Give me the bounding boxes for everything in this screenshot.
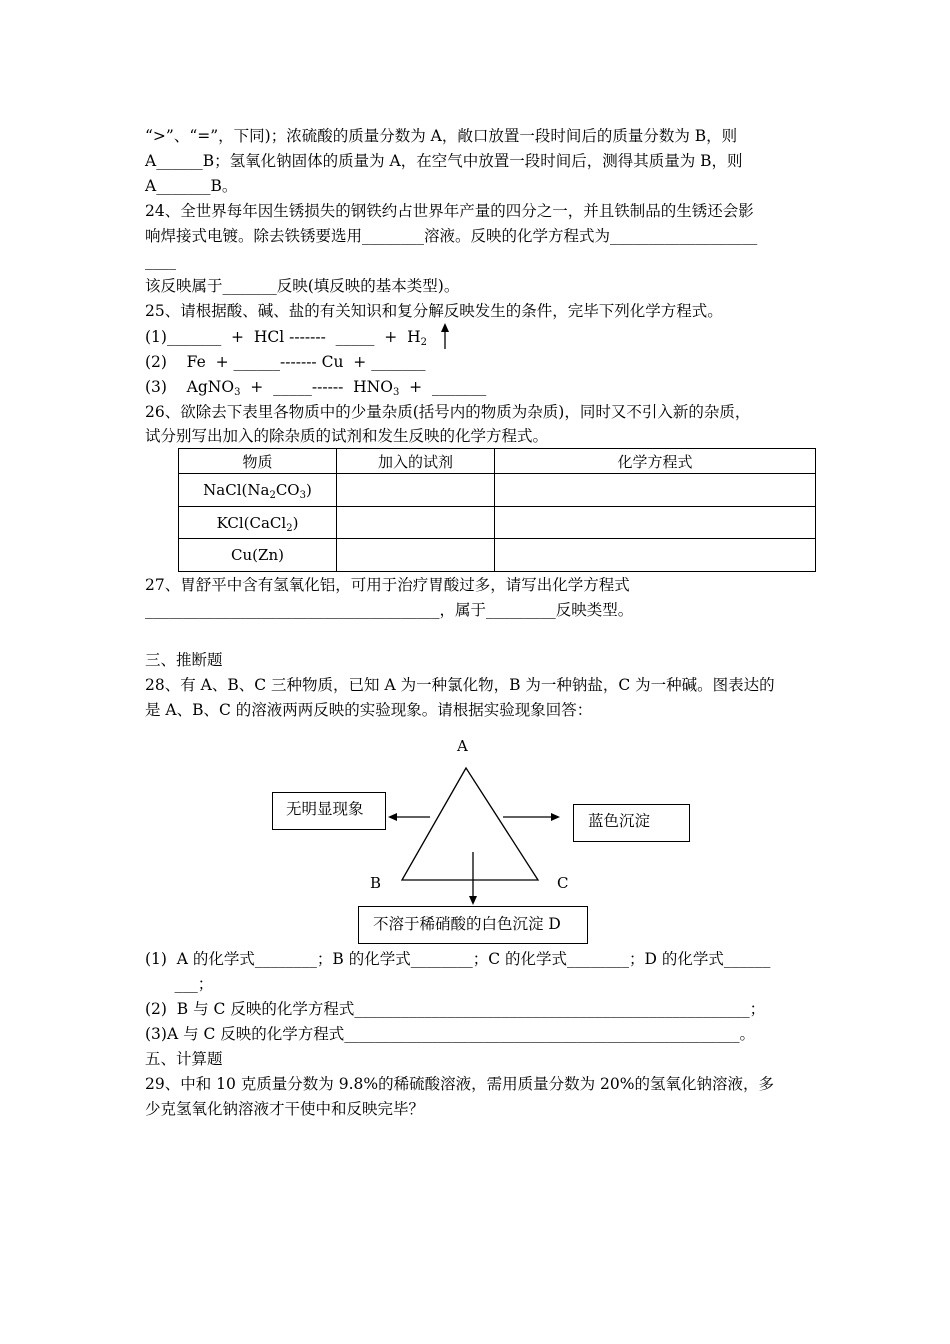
vertex-label-b: B xyxy=(370,874,382,892)
text-line-2: A______B；氢氧化钠固体的质量为 A，在空气中放置一段时间后，测得其质量为 B，则 xyxy=(145,152,743,170)
triangle-shape xyxy=(402,768,538,880)
question-24-line-1: 24、全世界每年因生锈损失的钢铁约占世界年产量的四分之一，并且铁制品的生锈还会影 xyxy=(145,202,754,220)
answer-1-line-1: (1) A 的化学式________；B 的化学式________；C 的化学式________；D 的化学式______ xyxy=(145,950,771,968)
text-line-3: A_______B。 xyxy=(145,177,238,195)
question-26-line-1: 26、欲除去下表里各物质中的少量杂质(括号内的物质为杂质)，同时又不引入新的杂质， xyxy=(145,403,751,421)
question-25-item-2: (2) Fe + ______------- Cu + _______ xyxy=(145,353,426,371)
table-cell-substance: Cu(Zn) xyxy=(179,539,337,572)
question-25-item-1: (1)_______ + HCl ------- _____ + $H_2$ xyxy=(145,328,428,348)
question-28-line-2: 是 A、B、C 的溶液两两反映的实验现象。请根据实验现象回答： xyxy=(145,701,593,719)
box-white-precipitate-d: 不溶于稀硝酸的白色沉淀 D xyxy=(358,906,588,944)
vertex-label-a: A xyxy=(457,737,468,755)
question-24-line-4: 该反映属于_______反映(填反映的基本类型)。 xyxy=(145,277,460,295)
answer-2: (2) B 与 C 反映的化学方程式___________________________________________________； xyxy=(145,1000,766,1018)
table-header: 加入的试剂 xyxy=(337,449,495,474)
box-blue-precipitate: 蓝色沉淀 xyxy=(573,804,690,842)
section-3-heading: 三、推断题 xyxy=(145,651,223,669)
question-29-line-1: 29、中和 10 克质量分数为 9.8%的稀硫酸溶液，需用质量分数为 20%的氢氧化钠溶液，多 xyxy=(145,1075,774,1093)
question-29-line-2: 少克氢氧化钠溶液才干使中和反映完毕？ xyxy=(145,1100,425,1118)
question-25-stem: 25、请根据酸、碱、盐的有关知识和复分解反映发生的条件，完毕下列化学方程式。 xyxy=(145,302,723,320)
question-27-line-2: ______________________________________，属于_________反映类型。 xyxy=(145,601,634,619)
question-24-line-2: 响焊接式电镀。除去铁锈要选用________溶液。反映的化学方程式为___________________ xyxy=(145,227,758,245)
table-header: 化学方程式 xyxy=(495,449,816,474)
table-cell-substance: $NaCl(Na_2CO_3)$ xyxy=(179,474,337,507)
answer-1-line-2: ___； xyxy=(145,975,214,993)
box-no-phenomenon: 无明显现象 xyxy=(272,792,386,830)
text-line-1: “>”、“=”，下同)；浓硫酸的质量分数为 A，敞口放置一段时间后的质量分数为 B，则 xyxy=(145,127,738,145)
answer-3: (3)A 与 C 反映的化学方程式___________________________________________________。 xyxy=(145,1025,756,1043)
section-5-heading: 五、计算题 xyxy=(145,1050,223,1068)
question-27-line-1: 27、胃舒平中含有氢氧化铝，可用于治疗胃酸过多，请写出化学方程式 xyxy=(145,576,630,594)
question-26-line-2: 试分别写出加入的除杂质的试剂和发生反映的化学方程式。 xyxy=(145,427,549,445)
table-cell-substance: KCl(CaCl$_2$) xyxy=(179,507,337,539)
table-header: 物质 xyxy=(179,449,337,474)
question-25-item-3: (3) AgNO$_3$ + _____------ $HNO_3$ + _______ xyxy=(145,378,487,398)
question-28-line-1: 28、有 A、B、C 三种物质，已知 A 为一种氯化物，B 为一种钠盐，C 为一种碱。图表达的 xyxy=(145,676,775,694)
question-24-line-3: ____ xyxy=(145,252,176,270)
vertex-label-c: C xyxy=(557,874,569,892)
